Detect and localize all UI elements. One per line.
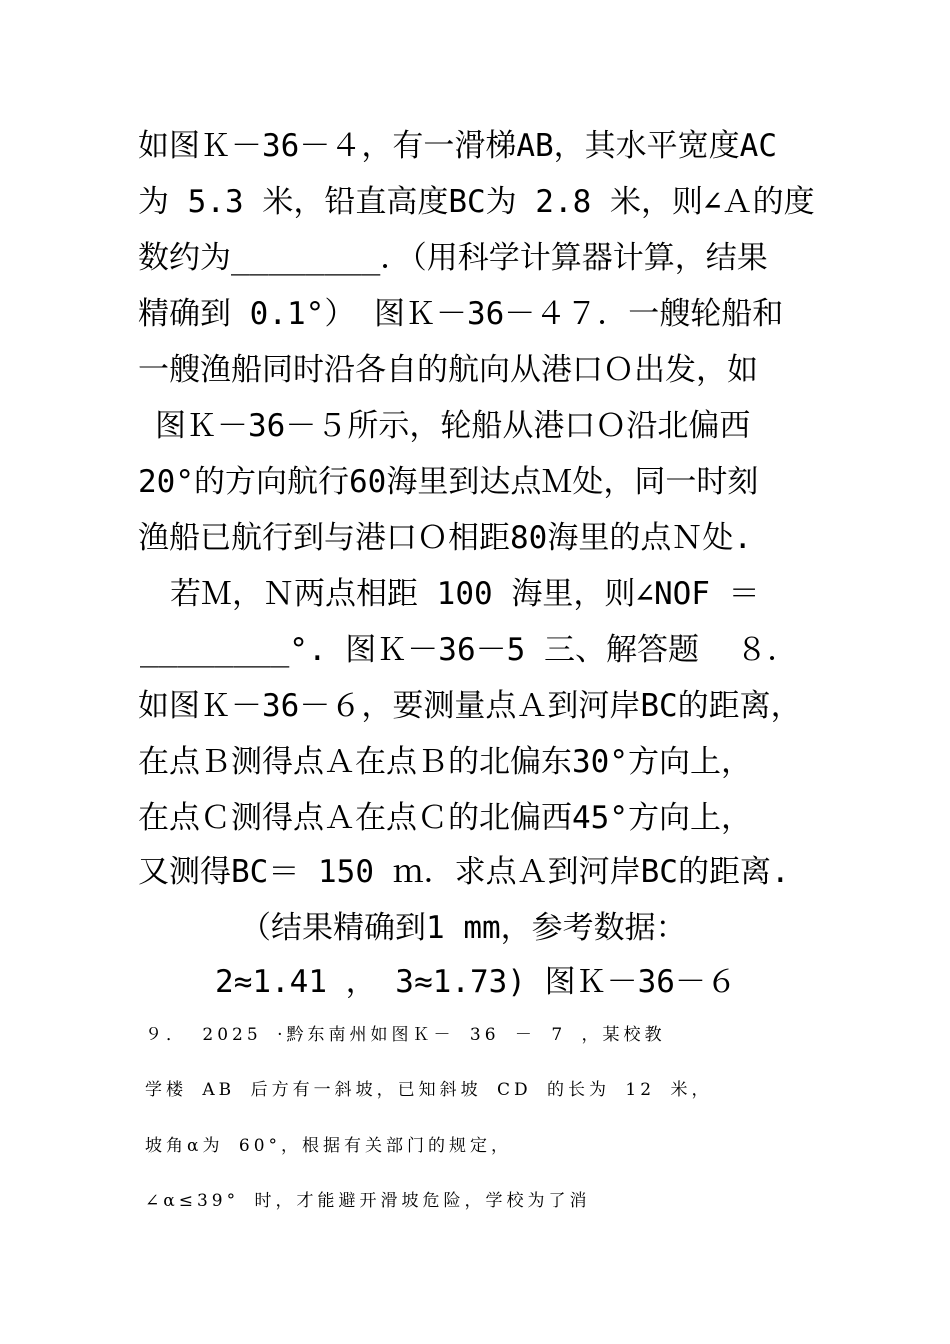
text-line: ________°. 图Ｋ－36－5 三、解答题 ８． xyxy=(140,632,799,668)
text-line: 20°的方向航行60海里到达点Ｍ处，同一时刻 xyxy=(138,464,759,500)
text-line: 在点Ｂ测得点Ａ在点Ｂ的北偏东30°方向上， xyxy=(138,744,752,780)
text-line: （结果精确到1 mm，参考数据： xyxy=(240,910,687,946)
text-line: 图Ｋ－36－５所示，轮船从港口Ｏ沿北偏西 xyxy=(155,408,751,444)
text-line: 渔船已航行到与港口Ｏ相距80海里的点Ｎ处. xyxy=(138,520,752,556)
text-line: 坡角α为 60°，根据有关部门的规定， xyxy=(145,1136,513,1156)
text-line: 若Ｍ，Ｎ两点相距 100 海里，则∠NOF ＝ xyxy=(170,576,760,612)
text-line: ∠α≤39° 时，才能避开滑坡危险，学校为了消 xyxy=(145,1191,591,1211)
text-line: 数约为________．（用科学计算器计算，结果 xyxy=(138,240,768,276)
text-line: 又测得BC＝ 150 ｍ．求点Ａ到河岸BC的距离. xyxy=(138,854,790,890)
text-line: 学楼 AB 后方有一斜坡，已知斜坡 CD 的长为 12 米， xyxy=(145,1080,713,1100)
text-line: 2≈1.41 ， 3≈1.73) 图Ｋ－36－６ xyxy=(215,964,737,1000)
text-line: 精确到 0.1°） 图Ｋ－36－４７．一艘轮船和 xyxy=(138,296,784,332)
text-line: 如图Ｋ－36－４，有一滑梯AB，其水平宽度AC xyxy=(138,128,777,164)
text-line: 一艘渔船同时沿各自的航向从港口Ｏ出发，如 xyxy=(138,352,758,388)
text-line: 如图Ｋ－36－６，要测量点Ａ到河岸BC的距离， xyxy=(138,688,802,724)
text-line: ９． 2025 ·黔东南州如图Ｋ－ 36 － 7 ，某校教 xyxy=(145,1025,666,1045)
text-line: 在点Ｃ测得点Ａ在点Ｃ的北偏西45°方向上， xyxy=(138,800,752,836)
text-line: 为 5.3 米，铅直高度BC为 2.8 米，则∠Ａ的度 xyxy=(138,184,815,220)
